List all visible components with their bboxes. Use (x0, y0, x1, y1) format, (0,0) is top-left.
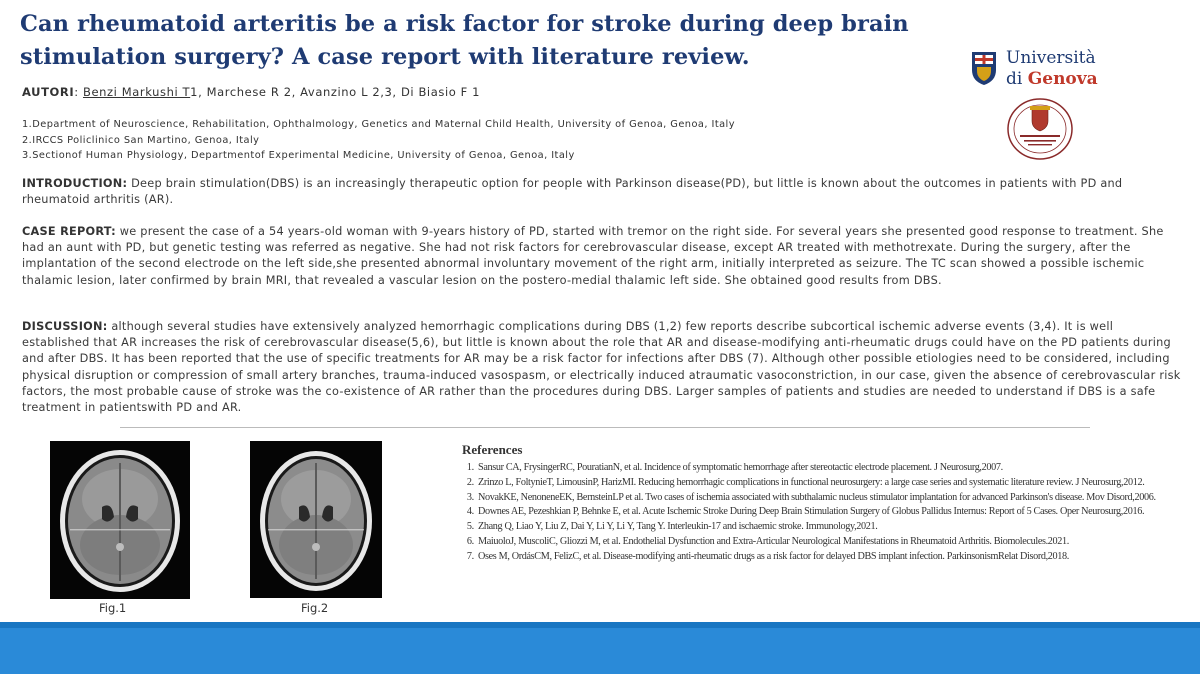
introduction-text: Deep brain stimulation(DBS) is an increasingly therapeutic option for people with Parkinson disease(PD), but little is known about the outcomes in patients with PD and rheumatoid arthritis (AR). (22, 177, 1123, 207)
figure-2-caption: Fig.2 (301, 601, 329, 615)
other-authors: , Marchese R 2, Avanzino L 2,3, Di Biasio F 1 (198, 85, 481, 99)
references-title: References (462, 442, 523, 457)
ct-scan-image (250, 441, 382, 598)
poster-title: Can rheumatoid arteritis be a risk factor for stroke during deep brain stimulation surgery? A case report with literature review. (20, 11, 909, 70)
case-report-text: we present the case of a 54 years-old woman with 9-years history of PD, started with tremor on the right side. For several years she presented good response to treatment. She had an aunt with PD, but genetic testing was referred as negative. She had not risk factors for cerebrovascular disease, except AR treated with methotrexate. During the surgery, after the implantation of the second electrode on the left side,she presented abnormal involuntary movement of the right arm, initially interpreted as seizure. The TC scan showed a possible ischemic thalamic lesion, later confirmed by brain MRI, that revealed a vascular lesion on the postero-medial thalamic left side. She obtained good results from DBS. (22, 225, 1164, 287)
references-section (462, 442, 1190, 565)
reference-item: 7. Oses M, OrdásCM, FelizC, et al. Disease-modifying anti-rheumatic drugs as a risk factor for delayed DBS implant infection. ParkinsonismRelat Disord,2018. (476, 550, 1190, 563)
discussion-text: although several studies have extensively analyzed hemorrhagic complications during DBS (1,2) few reports describe subcortical ischemic adverse events (3,4). It is well established that AR increases the risk of cerebrovascular disease(5,6), but little is known about the role that AR and disease-modifying anti-rheumatic drugs could have on the PD patients during and after DBS. It has been reported that the use of specific treatments for AR may be a risk factor for infections after DBS (7). Although other possible etiologies need to be considered, including physical disruption or compression of small artery branches, trauma-induced vasospasm, or electrically induced atraumatic vasoconstriction, in our case, given the absence of cerebrovascular risk factors, the most probable cause of stroke was the co-existence of AR rather than the procedures during DBS. Larger samples of patients and studies are needed to understand if DBS is a safe treatment in patientswith PD and AR. (22, 320, 1181, 415)
reference-item: 5. Zhang Q, Liao Y, Liu Z, Dai Y, Li Y, Li Y, Tang Y. Interleukin-17 and ischaemic stroke. Immunology,2021. (476, 520, 1190, 533)
reference-item: 3. NovakKE, NenoneneEK, BernsteinLP et al. Two cases of ischemia associated with subthalamic nucleus stimulator implantation for advanced Parkinson's disease. Mov Disord,2006. (476, 491, 1190, 504)
footer-band (0, 628, 1200, 674)
references-list (462, 461, 1190, 563)
hospital-seal-icon (1006, 97, 1074, 161)
first-author: Benzi Markushi T (82, 85, 191, 99)
discussion-section (22, 319, 1184, 416)
ct-scan-figure-1 (50, 441, 190, 599)
affiliations (22, 117, 735, 164)
case-report-heading: CASE REPORT: (22, 225, 116, 238)
reference-item: 4. Downes AE, Pezeshkian P, Behnke E, et al. Acute Ischemic Stroke During Deep Brain Stimulation Surgery of Globus Pallidus Internus: Report of 5 Cases. Oper Neurosurg,2016. (476, 505, 1190, 518)
university-name-line1: Università (1006, 48, 1096, 68)
ct-scan-image (50, 441, 190, 599)
case-report-section (22, 224, 1184, 289)
first-author-affil: 1 (190, 85, 199, 99)
section-divider (120, 427, 1090, 428)
affiliation-item: 1.Department of Neuroscience, Rehabilitation, Ophthalmology, Genetics and Maternal Child Health, University of Genoa, Genoa, Italy (22, 119, 735, 130)
affiliation-item: 3.Sectionof Human Physiology, Departmentof Experimental Medicine, University of Genoa, Genoa, Italy (22, 150, 575, 161)
introduction-section (22, 176, 1184, 208)
introduction-heading: INTRODUCTION: (22, 177, 128, 190)
reference-item: 1. Sansur CA, FrysingerRC, PouratianN, et al. Incidence of symptomatic hemorrhage after stereotactic electrode placement. J Neurosurg,2007. (476, 461, 1190, 474)
ct-scan-figure-2 (250, 441, 382, 598)
authors-label: AUTORI (22, 85, 75, 99)
university-name-line2: di Genova (1006, 69, 1098, 89)
affiliation-item: 2.IRCCS Policlinico San Martino, Genoa, Italy (22, 134, 260, 146)
authors-line: AUTORI: Benzi Markushi T1, Marchese R 2, Avanzino L 2,3, Di Biasio F 1 (22, 85, 481, 99)
discussion-heading: DISCUSSION: (22, 320, 108, 333)
figure-1-caption: Fig.1 (99, 601, 127, 615)
reference-item: 6. MaiuoloJ, MuscoliC, Gliozzi M, et al. Endothelial Dysfunction and Extra-Articular Neurological Manifestations in Rheumatoid Arthritis. Biomolecules.2021. (476, 535, 1190, 548)
reference-item: 2. Zrinzo L, FoltynieT, LimousinP, HarizMI. Reducing hemorrhagic complications in functional neurosurgery: a large case series and systematic literature review. J Neurosurg,2012. (476, 476, 1190, 489)
genova-shield-icon (970, 50, 998, 86)
